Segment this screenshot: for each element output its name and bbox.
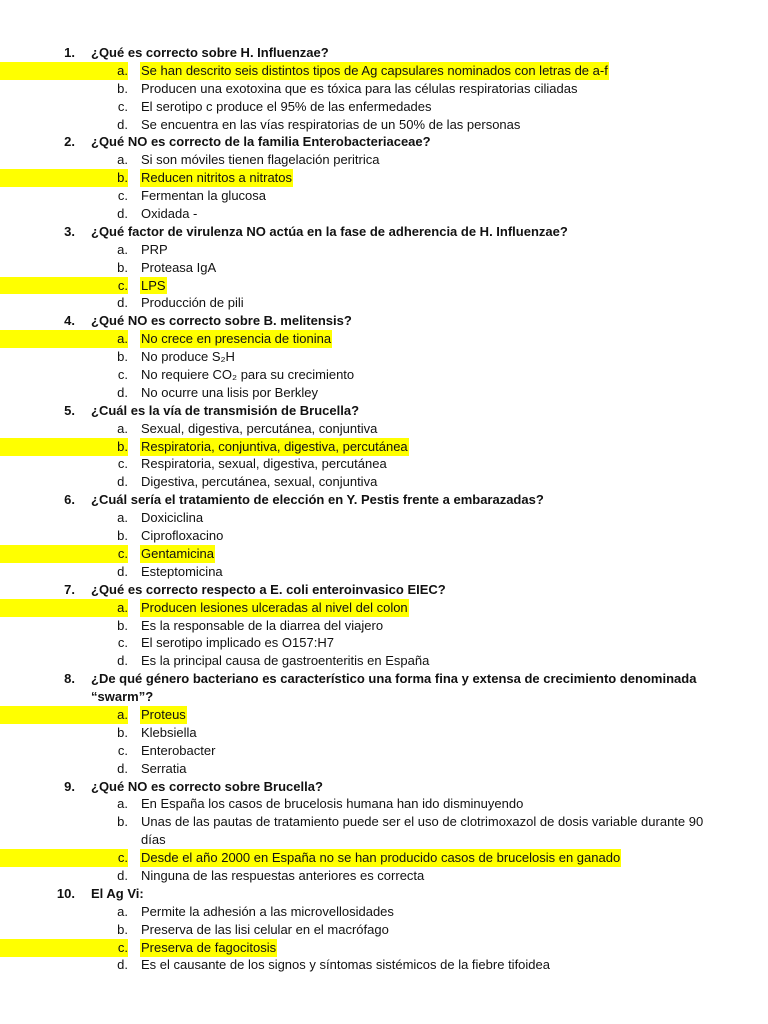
option-letter: a.: [117, 796, 128, 812]
question-text: ¿Cuál es la vía de transmisión de Brucella?: [91, 402, 360, 418]
option-letter: d.: [117, 295, 128, 311]
answer-option: [0, 205, 768, 223]
answer-option: [0, 509, 768, 527]
option-letter: c.: [117, 456, 128, 472]
answer-option: [0, 813, 768, 849]
option-letter: b.: [0, 438, 128, 456]
question-number: 5.: [64, 402, 75, 418]
option-text: No produce S₂H: [141, 349, 235, 365]
option-text: Digestiva, percutánea, sexual, conjuntiva: [141, 474, 378, 490]
option-text: No crece en presencia de tionina: [141, 331, 332, 347]
option-text: LPS: [141, 277, 166, 293]
option-text: Klebsiella: [141, 724, 197, 740]
option-letter: d.: [117, 868, 128, 884]
option-letter: a.: [117, 903, 128, 919]
option-text: Unas de las pautas de tratamiento puede ser el uso de clotrimoxazol de dosis variable durante 90 días: [141, 814, 704, 848]
question-text: ¿Qué NO es correcto sobre Brucella?: [91, 778, 323, 794]
option-text: Sexual, digestiva, percutánea, conjuntiva: [141, 420, 378, 436]
question-number: 7.: [64, 581, 75, 597]
answer-option: [0, 259, 768, 277]
question-text: ¿Qué NO es correcto sobre B. melitensis?: [91, 313, 352, 329]
option-text: Ciprofloxacino: [141, 528, 224, 544]
question-5: [0, 402, 768, 420]
option-letter: d.: [117, 384, 128, 400]
option-text: Esteptomicina: [141, 563, 223, 579]
question-number: 8.: [64, 671, 75, 687]
option-text: PRP: [141, 241, 168, 257]
answer-option-highlighted: [0, 330, 768, 348]
option-text: Proteasa IgA: [141, 259, 217, 275]
question-list: [0, 44, 768, 974]
answer-option: [0, 384, 768, 402]
option-text: Serratia: [141, 760, 187, 776]
option-text: Preserva de fagocitosis: [141, 939, 277, 955]
option-text: Reducen nitritos a nitratos: [141, 170, 293, 186]
option-text: Desde el año 2000 en España no se han producido casos de brucelosis en ganado: [141, 850, 621, 866]
option-text: Doxiciclina: [141, 510, 204, 526]
option-letter: d.: [117, 653, 128, 669]
option-text: El serotipo implicado es O157:H7: [141, 635, 334, 651]
answer-option: [0, 455, 768, 473]
question-text: ¿Qué NO es correcto de la familia Enterobacteriaceae?: [91, 134, 431, 150]
answer-option-highlighted: [0, 939, 768, 957]
option-text: No ocurre una lisis por Berkley: [141, 384, 319, 400]
question-4: [0, 312, 768, 330]
answer-option: [0, 634, 768, 652]
answer-option: [0, 98, 768, 116]
option-text: Oxidada -: [141, 206, 198, 222]
option-letter: d.: [117, 563, 128, 579]
answer-option: [0, 563, 768, 581]
question-1: [0, 44, 768, 62]
option-letter: d.: [117, 116, 128, 132]
option-letter: a.: [117, 510, 128, 526]
option-text: Enterobacter: [141, 742, 216, 758]
option-letter: b.: [117, 349, 128, 365]
answer-option: [0, 187, 768, 205]
question-number: 2.: [64, 134, 75, 150]
option-letter: b.: [117, 259, 128, 275]
answer-option-highlighted: [0, 169, 768, 187]
answer-option-highlighted: [0, 706, 768, 724]
answer-option: [0, 294, 768, 312]
option-text: Es la principal causa de gastroenteritis en España: [141, 653, 430, 669]
option-letter: a.: [117, 420, 128, 436]
option-text: Gentamicina: [141, 545, 214, 561]
option-letter: c.: [0, 849, 128, 867]
answer-option-highlighted: [0, 62, 768, 80]
question-2: [0, 133, 768, 151]
option-letter: d.: [117, 760, 128, 776]
option-text: Producen una exotoxina que es tóxica para las células respiratorias ciliadas: [141, 80, 578, 96]
question-7: [0, 581, 768, 599]
question-3: [0, 223, 768, 241]
question-8: [0, 670, 768, 706]
question-text: ¿De qué género bacteriano es característico una forma fina y extensa de crecimiento denominada “swarm”?: [91, 671, 697, 705]
answer-option-highlighted: [0, 545, 768, 563]
option-text: El serotipo c produce el 95% de las enfermedades: [141, 98, 432, 114]
question-number: 10.: [56, 885, 75, 901]
answer-option: [0, 348, 768, 366]
question-number: 1.: [64, 45, 75, 60]
answer-option: [0, 795, 768, 813]
option-letter: b.: [117, 528, 128, 544]
option-letter: c.: [117, 635, 128, 651]
option-text: Ninguna de las respuestas anteriores es correcta: [141, 868, 425, 884]
question-text: El Ag Vi:: [91, 885, 144, 901]
question-number: 4.: [64, 313, 75, 329]
option-letter: b.: [117, 724, 128, 740]
option-letter: b.: [117, 617, 128, 633]
answer-option: [0, 956, 768, 974]
question-10: [0, 885, 768, 903]
option-letter: b.: [117, 80, 128, 96]
option-letter: c.: [117, 188, 128, 204]
question-number: 6.: [64, 492, 75, 508]
option-letter: a.: [0, 599, 128, 617]
option-text: Es el causante de los signos y síntomas sistémicos de la fiebre tifoidea: [141, 957, 550, 973]
option-text: Si son móviles tienen flagelación peritrica: [141, 152, 380, 168]
answer-option: [0, 420, 768, 438]
question-number: 9.: [64, 778, 75, 794]
answer-option: [0, 151, 768, 169]
option-text: En España los casos de brucelosis humana han ido disminuyendo: [141, 796, 524, 812]
option-text: No requiere CO₂ para su crecimiento: [141, 367, 355, 383]
option-text: Permite la adhesión a las microvellosidades: [141, 903, 394, 919]
answer-option: [0, 760, 768, 778]
answer-option: [0, 903, 768, 921]
option-letter: b.: [117, 814, 128, 830]
option-letter: c.: [0, 277, 128, 295]
option-letter: c.: [0, 939, 128, 957]
option-text: Producen lesiones ulceradas al nivel del colon: [141, 599, 408, 615]
answer-option-highlighted: [0, 599, 768, 617]
answer-option: [0, 724, 768, 742]
answer-option: [0, 652, 768, 670]
option-letter: c.: [117, 98, 128, 114]
option-text: Respiratoria, conjuntiva, digestiva, percutánea: [141, 438, 408, 454]
option-letter: a.: [0, 62, 128, 80]
question-number: 3.: [64, 223, 75, 239]
option-letter: d.: [117, 474, 128, 490]
option-letter: b.: [0, 169, 128, 187]
question-6: [0, 491, 768, 509]
option-text: Respiratoria, sexual, digestiva, percutánea: [141, 456, 387, 472]
answer-option: [0, 527, 768, 545]
question-text: ¿Qué factor de virulenza NO actúa en la fase de adherencia de H. Influenzae?: [91, 223, 568, 239]
option-text: Producción de pili: [141, 295, 244, 311]
answer-option: [0, 921, 768, 939]
answer-option: [0, 742, 768, 760]
option-letter: c.: [117, 367, 128, 383]
answer-option-highlighted: [0, 849, 768, 867]
option-letter: a.: [0, 330, 128, 348]
option-letter: c.: [0, 545, 128, 563]
option-letter: a.: [117, 152, 128, 168]
answer-option: [0, 617, 768, 635]
option-text: Proteus: [141, 706, 186, 722]
option-letter: d.: [117, 957, 128, 973]
answer-option: [0, 366, 768, 384]
option-letter: a.: [117, 241, 128, 257]
answer-option: [0, 473, 768, 491]
option-text: Fermentan la glucosa: [141, 188, 267, 204]
option-text: Se han descrito seis distintos tipos de Ag capsulares nominados con letras de a-f: [141, 62, 608, 78]
option-text: Preserva de las lisi celular en el macrófago: [141, 921, 389, 937]
option-letter: c.: [117, 742, 128, 758]
option-text: Es la responsable de la diarrea del viajero: [141, 617, 384, 633]
question-text: ¿Cuál sería el tratamiento de elección en Y. Pestis frente a embarazadas?: [91, 492, 544, 508]
answer-option: [0, 116, 768, 134]
answer-option: [0, 867, 768, 885]
answer-option-highlighted: [0, 438, 768, 456]
option-letter: a.: [0, 706, 128, 724]
option-text: Se encuentra en las vías respiratorias de un 50% de las personas: [141, 116, 521, 132]
option-letter: b.: [117, 921, 128, 937]
answer-option: [0, 80, 768, 98]
question-text: ¿Qué es correcto sobre H. Influenzae?: [91, 45, 329, 60]
answer-option: [0, 241, 768, 259]
question-9: [0, 778, 768, 796]
option-letter: d.: [117, 206, 128, 222]
question-text: ¿Qué es correcto respecto a E. coli enteroinvasico EIEC?: [91, 581, 446, 597]
answer-option-highlighted: [0, 277, 768, 295]
